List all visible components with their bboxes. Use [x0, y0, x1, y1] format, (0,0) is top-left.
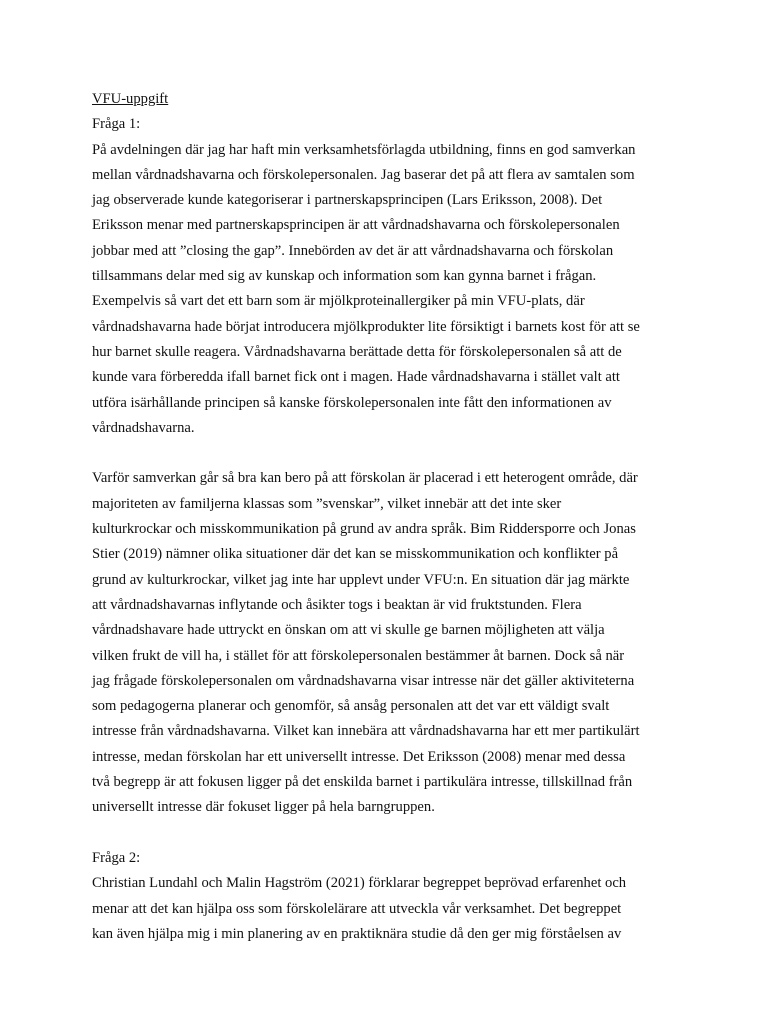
paragraph-line: grund av kulturkrockar, vilket jag inte har upplevt under VFU:n. En situation där jag märkte: [92, 571, 630, 588]
paragraph-line: Eriksson menar med partnerskapsprincipen är att vårdnadshavarna och förskolepersonalen: [92, 217, 620, 234]
paragraph-line: att vårdnadshavarnas inflytande och åsikter togs i beaktan är vid fruktstunden. Flera: [92, 596, 582, 613]
paragraph-2: [92, 466, 692, 820]
question-1-heading: Fråga 1:: [92, 116, 141, 133]
paragraph-line: Stier (2019) nämner olika situationer där det kan se misskommunikation och konflikter på: [92, 546, 619, 563]
paragraph-line: två begrepp är att fokusen ligger på det enskilda barnet i partikulära intresse, tillskillnad från: [92, 774, 633, 791]
paragraph-line: Exempelvis så vart det ett barn som är mjölkproteinallergiker på min VFU-plats, där: [92, 293, 585, 310]
paragraph-line: menar att det kan hjälpa oss som förskolelärare att utveckla vår verksamhet. Det begreppet: [92, 900, 622, 917]
paragraph-line: jag observerade kunde kategoriserar i partnerskapsprincipen (Lars Eriksson, 2008). Det: [92, 192, 603, 209]
question-2-heading: Fråga 2:: [92, 849, 141, 866]
paragraph-line: utföra isärhållande principen så kanske förskolepersonalen inte fått den informationen av: [92, 394, 612, 411]
paragraph-3: [92, 871, 692, 947]
paragraph-line: vårdnadshavarna.: [92, 419, 195, 436]
paragraph-1: [92, 138, 692, 442]
paragraph-line: vilken frukt de vill ha, i stället för att förskolepersonalen bestämmer åt barnen. Dock så när: [92, 647, 625, 664]
document-title: VFU-uppgift: [92, 91, 169, 107]
paragraph-line: På avdelningen där jag har haft min verksamhetsförlagda utbildning, finns en god samverkan: [92, 141, 636, 158]
paragraph-line: Varför samverkan går så bra kan bero på att förskolan är placerad i ett heterogent område, där: [92, 470, 638, 487]
paragraph-line: Christian Lundahl och Malin Hagström (2021) förklarar begreppet beprövad erfarenhet och: [92, 875, 627, 892]
paragraph-line: vårdnadshavare hade uttryckt en önskan om att vi skulle ge barnen möjligheten att välja: [92, 622, 605, 639]
paragraph-line: kulturkrockar och misskommunikation på grund av andra språk. Bim Riddersporre och Jonas: [92, 521, 636, 538]
paragraph-line: majoriteten av familjerna klassas som ”svenskar”, vilket innebär att det inte sker: [92, 495, 562, 512]
paragraph-line: mellan vårdnadshavarna och förskolepersonalen. Jag baserar det på att flera av samtalen som: [92, 166, 635, 183]
paragraph-line: jag frågade förskolepersonalen om vårdnadshavarna visar intresse när det gäller aktiviteterna: [92, 672, 635, 689]
paragraph-line: tillsammans delar med sig av kunskap och information som kan gynna barnet i frågan.: [92, 268, 597, 285]
blank-line: [92, 821, 692, 846]
paragraph-line: intresse, medan förskolan har ett universellt intresse. Det Eriksson (2008) menar med dessa: [92, 748, 626, 765]
paragraph-line: som pedagogerna planerar och genomför, så ansåg personalen att det var ett väldigt svalt: [92, 698, 610, 715]
paragraph-line: kan även hjälpa mig i min planering av en praktiknära studie då den ger mig förståelsen av: [92, 925, 622, 942]
paragraph-line: universellt intresse där fokuset ligger på hela barngruppen.: [92, 799, 435, 816]
paragraph-line: kunde vara förberedda ifall barnet fick ont i magen. Hade vårdnadshavarna i stället valt att: [92, 369, 620, 386]
paragraph-line: jobbar med att ”closing the gap”. Innebörden av det är att vårdnadshavarna och förskolan: [92, 242, 614, 259]
blank-line: [92, 441, 692, 466]
paragraph-line: vårdnadshavarna hade börjat introducera mjölkprodukter lite försiktigt i barnets kost för att se: [92, 318, 640, 335]
paragraph-line: intresse från vårdnadshavarna. Vilket kan innebära att vårdnadshavarna har ett mer partikulärt: [92, 723, 640, 740]
paragraph-line: hur barnet skulle reagera. Vårdnadshavarna berättade detta för förskolepersonalen så att de: [92, 343, 622, 360]
document-body: [92, 87, 692, 947]
